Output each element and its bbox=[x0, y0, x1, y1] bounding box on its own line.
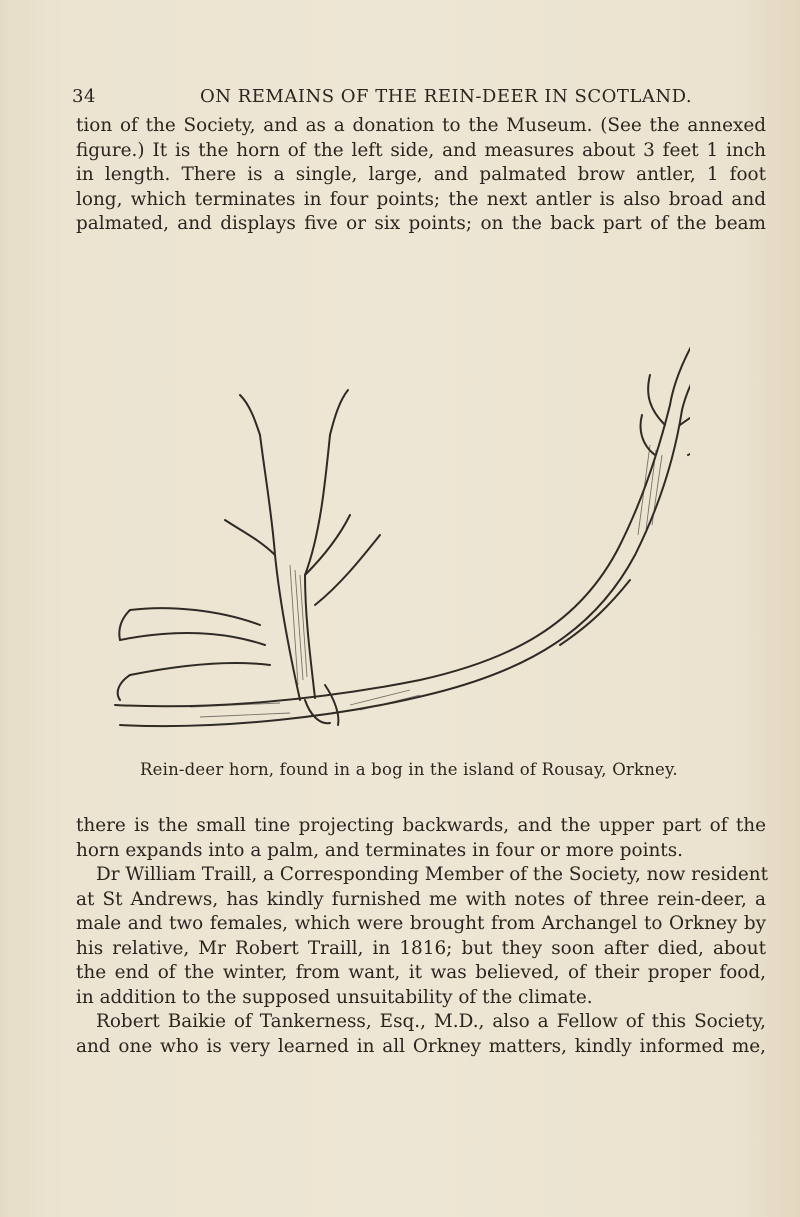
text-line: his relative, Mr Robert Traill, in 1816; but they soon after died, about bbox=[76, 937, 766, 959]
text-line: the end of the winter, from want, it was believed, of their proper food, bbox=[76, 962, 766, 983]
text-line: in addition to the supposed unsuitability of the climate. bbox=[76, 986, 593, 1008]
page-number: 34 bbox=[72, 86, 96, 107]
text-line: horn expands into a palm, and terminates in four or more points. bbox=[76, 839, 683, 861]
text-line: tion of the Society, and as a donation to the Museum. (See the annexed bbox=[76, 115, 766, 136]
text-line: Robert Baikie of Tankerness, Esq., M.D., also a Fellow of this Society, bbox=[96, 1011, 766, 1032]
paragraph-3 bbox=[76, 863, 769, 1010]
text-line: there is the small tine projecting backwards, and the upper part of the bbox=[76, 815, 766, 836]
paragraph-4 bbox=[76, 1010, 766, 1059]
text-line: Dr William Traill, a Corresponding Member of the Society, now resident bbox=[96, 864, 769, 885]
text-line: male and two females, which were brought from Archangel to Orkney by bbox=[76, 913, 766, 934]
figure-caption: Rein-deer horn, found in a bog in the island of Rousay, Orkney. bbox=[140, 760, 678, 779]
text-line: in length. There is a single, large, and palmated brow antler, 1 foot bbox=[76, 164, 766, 185]
paragraph-2 bbox=[76, 814, 766, 863]
text-line: palmated, and displays five or six points; on the back part of the beam bbox=[76, 213, 766, 234]
paragraph-1 bbox=[76, 114, 766, 237]
text-line: figure.) It is the horn of the left side, and measures about 3 feet 1 inch bbox=[76, 139, 766, 161]
antler-illustration bbox=[90, 305, 690, 755]
text-line: and one who is very learned in all Orkney matters, kindly informed me, bbox=[76, 1035, 766, 1057]
running-title: ON REMAINS OF THE REIN-DEER IN SCOTLAND. bbox=[200, 86, 693, 107]
text-line: at St Andrews, has kindly furnished me with notes of three rein-deer, a bbox=[76, 888, 766, 910]
text-line: long, which terminates in four points; the next antler is also broad and bbox=[76, 188, 766, 210]
